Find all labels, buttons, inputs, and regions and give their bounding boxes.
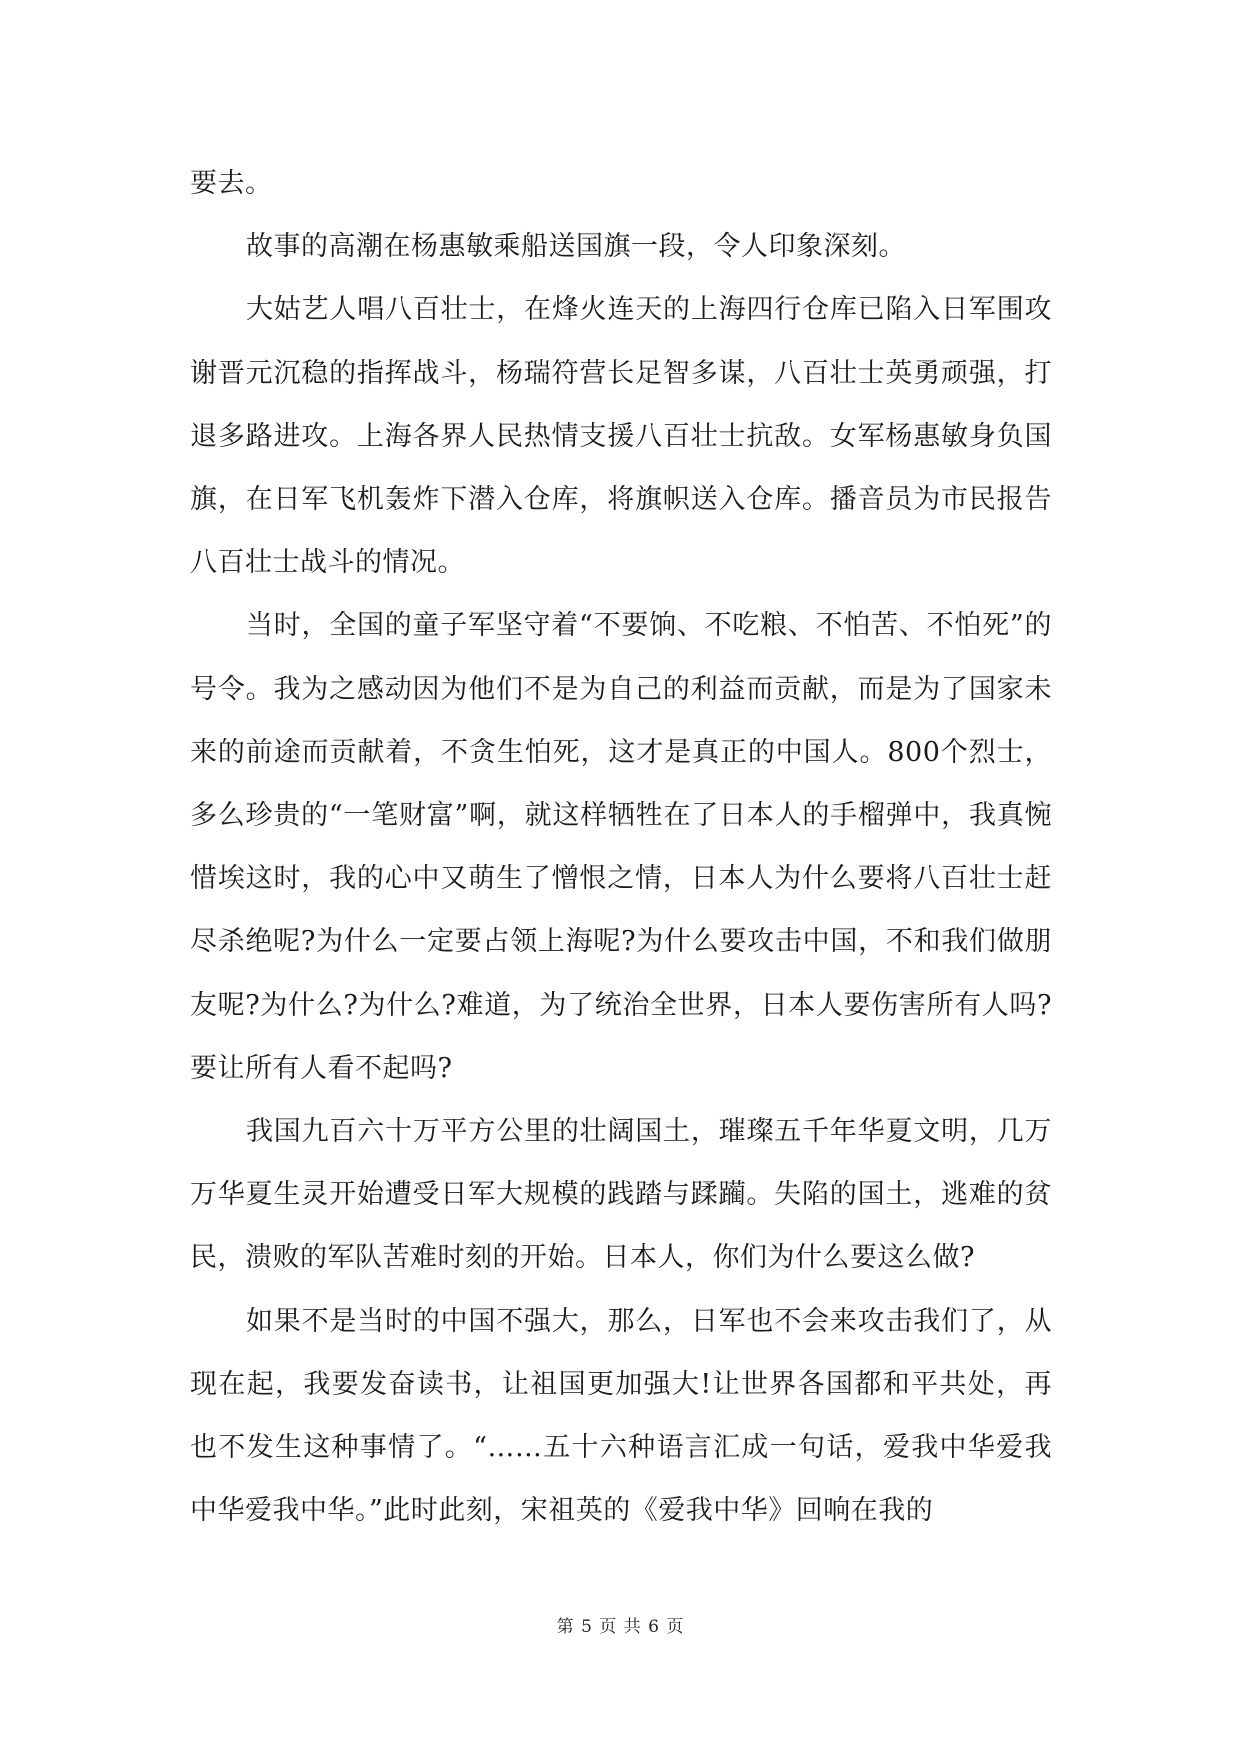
paragraph: 大姑艺人唱八百壮士，在烽火连天的上海四行仓库已陷入日军围攻谢晋元沉稳的指挥战斗，杨瑞符营长足智多谋，八百壮士英勇顽强，打退多路进攻。上海各界人民热情支援八百壮士抗敌。女军杨惠敏身负国旗，在日军飞机轰炸下潜入仓库，将旗帜送入仓库。播音员为市民报告八百壮士战斗的情况。 (190, 294, 1052, 579)
page-footer: 第 5 页 共 6 页 (556, 1617, 685, 1637)
paragraph: 我国九百六十万平方公里的壮阔国土，璀璨五千年华夏文明，几万万华夏生灵开始遭受日军大规模的践踏与蹂躏。失陷的国土，逃难的贫民，溃败的军队苦难时刻的开始。日本人，你们为什么要这么做? (190, 1116, 1052, 1274)
paragraph: 当时，全国的童子军坚守着“不要饷、不吃粮、不怕苦、不怕死”的号令。我为之感动因为他们不是为自己的利益而贡献，而是为了国家未来的前途而贡献着，不贪生怕死，这才是真正的中国人。800个烈士，多么珍贵的“一笔财富”啊，就这样牺牲在了日本人的手榴弹中，我真惋惜埃这时，我的心中又萌生了憎恨之情，日本人为什么要将八百壮士赶尽杀绝呢?为什么一定要占领上海呢?为什么要攻击中国，不和我们做朋友呢?为什么?为什么?难道，为了统治全世界，日本人要伤害所有人吗?要让所有人看不起吗? (190, 610, 1052, 1084)
body-text (190, 152, 1052, 1542)
paragraph: 要去。 (190, 168, 273, 199)
paragraph: 故事的高潮在杨惠敏乘船送国旗一段，令人印象深刻。 (246, 231, 906, 263)
paragraph: 如果不是当时的中国不强大，那么，日军也不会来攻击我们了，从现在起，我要发奋读书，让祖国更加强大!让世界各国都和平共处，再也不发生这种事情了。“……五十六种语言汇成一句话，爱我中华爱我中华爱我中华。”此时此刻，宋祖英的《爱我中华》回响在我的 (190, 1305, 1052, 1527)
